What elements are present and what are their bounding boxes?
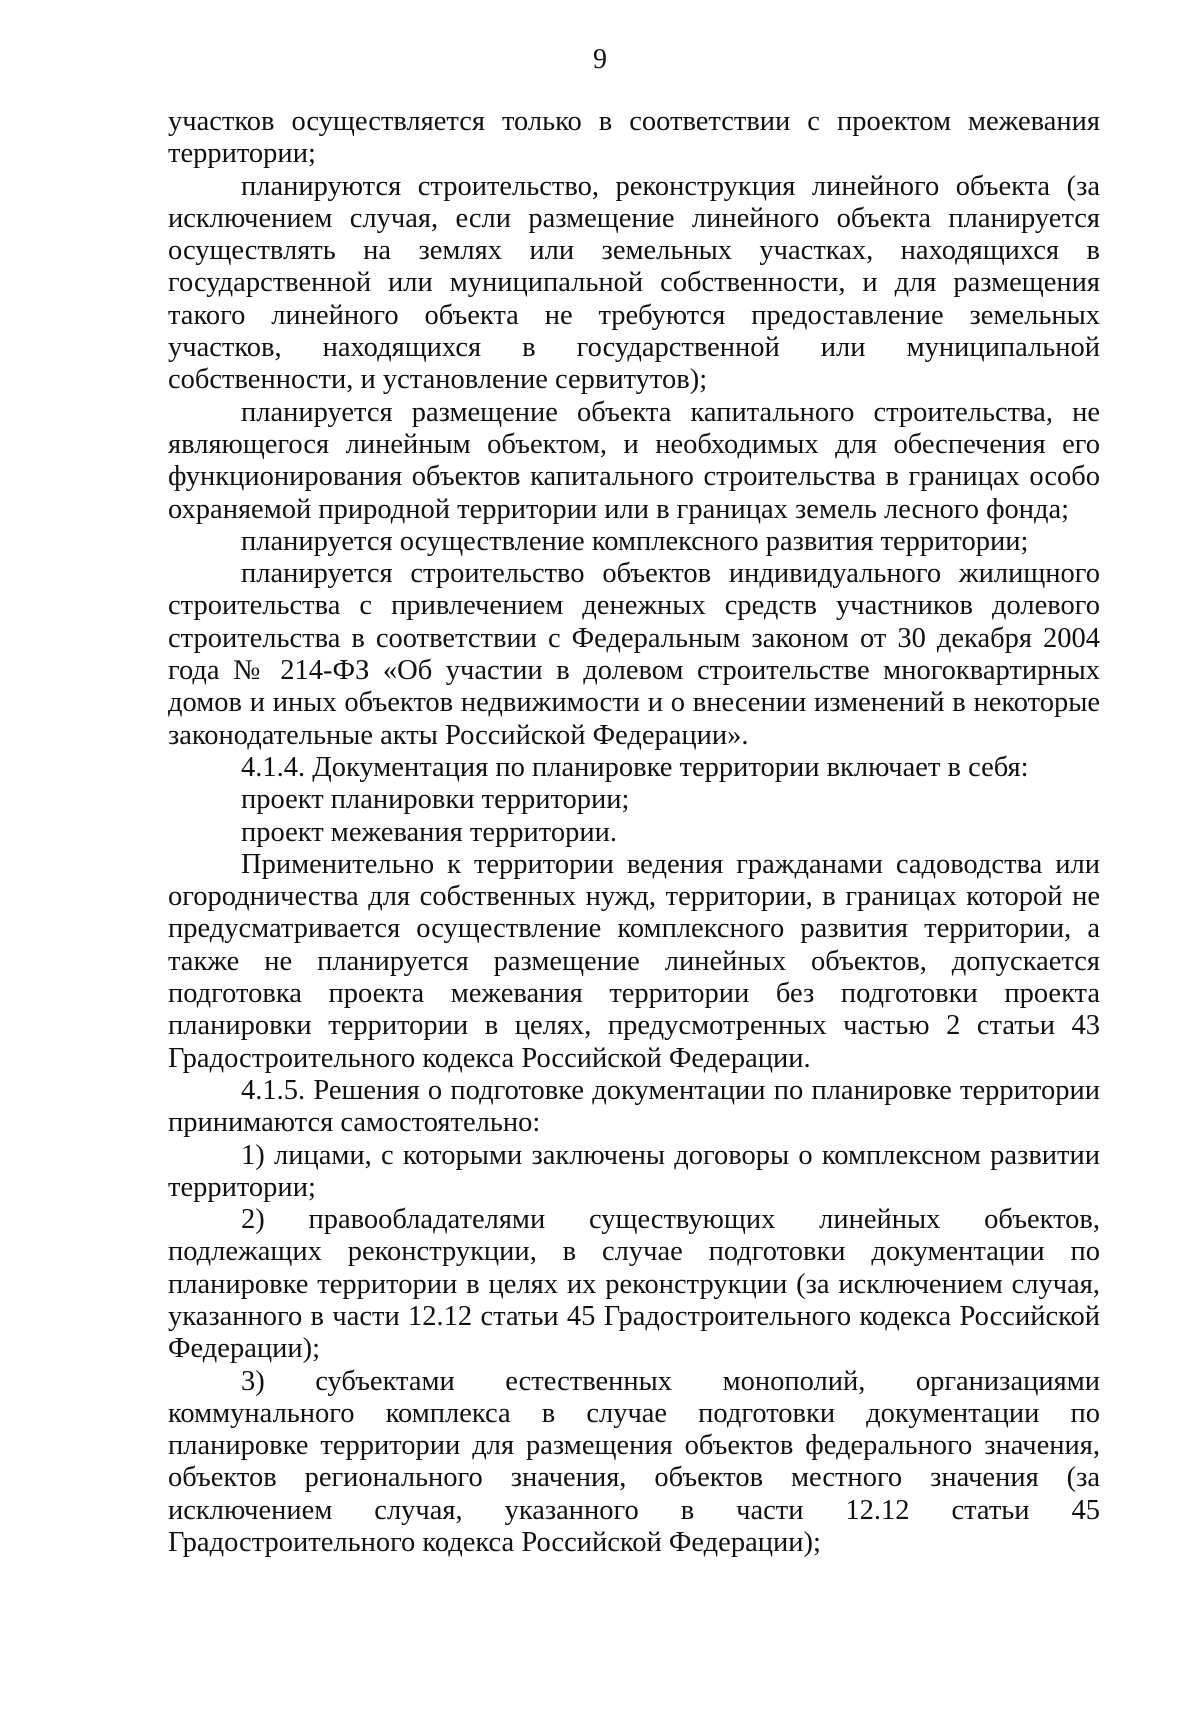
- page-number: 9: [593, 44, 607, 75]
- paragraph-1: участков осуществляется только в соответствии с проектом межевания территории;: [168, 106, 1100, 170]
- paragraph-4: планируется осуществление комплексного развития территории;: [241, 525, 1029, 557]
- paragraph-2: планируются строительство, реконструкция линейного объекта (за исключением случая, если размещение линейного объекта планируется осуществлять на землях или земельных участках, находящихся в государственной или муниципальной собственности, и для размещения такого линейного объекта не требуются предоставление земельных участков, находящихся в государственной или муниципальной собственности, и установление сервитутов);: [168, 170, 1100, 396]
- paragraph-13: 3) субъектами естественных монополий, организациями коммунального комплекса в случае подготовки документации по планировке территории для размещения объектов федерального значения, объектов регионального значения, объектов местного значения (за исключением случая, указанного в части 12.12 статьи 45 Градостроительного кодекса Российской Федерации);: [168, 1365, 1100, 1559]
- paragraph-5: планируется строительство объектов индивидуального жилищного строительства с привлечением денежных средств участников долевого строительства в соответствии с Федеральным законом от 30 декабря 2004 года № 214-ФЗ «Об участии в долевом строительстве многоквартирных домов и иных объектов недвижимости и о внесении изменений в некоторые законодательные акты Российской Федерации».: [168, 558, 1100, 751]
- paragraph-3: планируется размещение объекта капитального строительства, не являющегося линейным объектом, и необходимых для обеспечения его функционирования объектов капитального строительства в границах особо охраняемой природной территории или в границах земель лесного фонда;: [168, 396, 1100, 525]
- paragraph-6: 4.1.4. Документация по планировке территории включает в себя:: [241, 751, 1029, 783]
- paragraph-9: Применительно к территории ведения гражданами садоводства или огородничества для собственных нужд, территории, в границах которой не предусматривается осуществление комплексного развития территории, а также не планируется размещение линейных объектов, допускается подготовка проекта межевания территории без подготовки проекта планировки территории в целях, предусмотренных частью 2 статьи 43 Градостроительного кодекса Российской Федерации.: [168, 848, 1100, 1074]
- paragraph-11: 1) лицами, с которыми заключены договоры о комплексном развитии территории;: [168, 1139, 1100, 1203]
- document-body: [168, 106, 1100, 1559]
- paragraph-12: 2) правообладателями существующих линейных объектов, подлежащих реконструкции, в случае подготовки документации по планировке территории в целях их реконструкции (за исключением случая, указанного в части 12.12 статьи 45 Градостроительного кодекса Российской Федерации);: [168, 1204, 1100, 1365]
- paragraph-10: 4.1.5. Решения о подготовке документации по планировке территории принимаются самостоятельно:: [168, 1074, 1100, 1139]
- paragraph-7: проект планировки территории;: [241, 784, 630, 816]
- paragraph-8: проект межевания территории.: [241, 816, 617, 848]
